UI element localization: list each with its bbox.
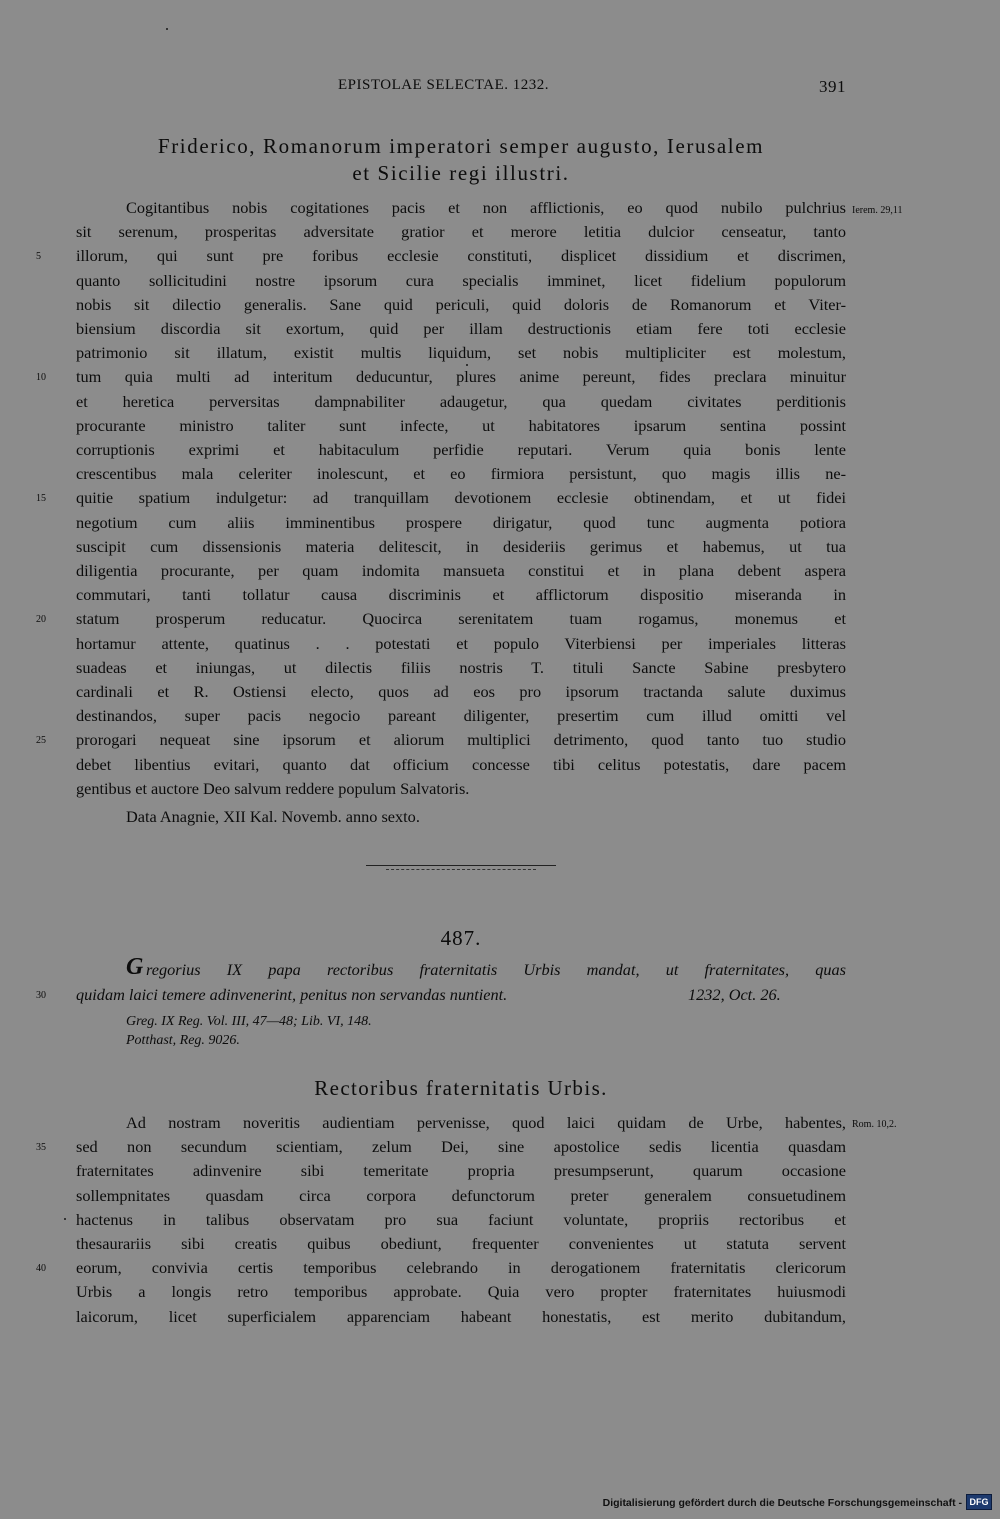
margin-reference: Ierem. 29,11: [852, 205, 903, 216]
text-line: patrimonio sit illatum, existit multis liquidum, set nobis multipliciter est molestum,: [76, 343, 846, 363]
text-line: fraternitates adinvenire sibi temeritate propria presumpserunt, quarum occasione: [76, 1161, 846, 1181]
text-line: eorum, convivia certis temporibus celebrando in derogationem fraternitatis clericorum: [76, 1258, 846, 1278]
regest-date: 1232, Oct. 26.: [688, 985, 781, 1004]
running-head: [76, 77, 846, 99]
text-line: suadeas et iniungas, ut dilectis filiis nostris T. tituli Sancte Sabine presbytero: [76, 657, 846, 677]
letter-date: Data Anagnie, XII Kal. Novemb. anno sexto.: [126, 807, 420, 826]
line-number: 40: [36, 1263, 46, 1274]
text-line: thesaurariis sibi creatis quibus obediunt, frequenter convenientes ut statuta servent: [76, 1234, 846, 1253]
letter-addressee-line-1: Friderico, Romanorum imperatori semper augusto, Ierusalem: [157, 134, 765, 158]
line-number: 5: [36, 251, 41, 262]
letter-addressee-line-2: et Sicilie regi illustri.: [352, 161, 570, 185]
section-separator: [366, 865, 556, 866]
regest-text-1: regorius IX papa rectoribus fraternitatis Urbis mandat, ut fraternitates, quas: [146, 960, 846, 979]
line-number: 10: [36, 372, 46, 383]
text-line: suscipit cum dissensionis materia delitescit, in desideriis gerimus et habemus, ut tua: [76, 536, 846, 556]
text-line: sed non secundum scientiam, zelum Dei, sine apostolice sedis licentia quasdam: [76, 1137, 846, 1157]
line-number: 15: [36, 493, 46, 504]
text-line: Ad nostram noveritis audientiam pervenisse, quod laici quidam de Urbe, habentes,: [126, 1113, 846, 1132]
text-line: prorogari nequeat sine ipsorum et aliorum multiplici detrimento, quod tanto tuo studio: [76, 730, 846, 750]
regest-line-2: [76, 985, 846, 1011]
text-line: Cogitantibus nobis cogitationes pacis et non afflictionis, eo quod nubilo pulchrius: [126, 198, 846, 217]
scan-speck: [166, 28, 168, 30]
source-citation: Greg. IX Reg. Vol. III, 47—48; Lib. VI, 148.: [126, 1014, 372, 1029]
text-line: procurante ministro taliter sunt infecte, ut habitatores ipsarum sentina possint: [76, 415, 846, 435]
page-number: 391: [819, 77, 846, 96]
section-separator-dash: [386, 869, 536, 870]
regest-text-2: quidam laici temere adinvenerint, penitus non servandas nuntient.: [76, 985, 508, 1004]
text-line: gentibus et auctore Deo salvum reddere populum Salvatoris.: [76, 778, 470, 798]
text-line: hactenus in talibus observatam pro sua faciunt voluntate, propriis rectoribus et: [76, 1209, 846, 1229]
regest-line-1: [76, 954, 846, 986]
text-line: Urbis a longis retro temporibus approbate. Quia vero propter fraternitates huiusmodi: [76, 1282, 846, 1302]
text-line: et heretica perversitas dampnabiliter adaugetur, qua quedam civitates perditionis: [76, 391, 846, 411]
text-line: destinandos, super pacis negocio pareant diligenter, presertim cum illud omitti vel: [76, 706, 846, 726]
dfg-logo: DFG: [966, 1494, 992, 1510]
line-number: 30: [36, 990, 46, 1001]
scan-speck: [466, 364, 468, 366]
text-line: corruptionis exprimi et habitaculum perfidie reputari. Verum quia bonis lente: [76, 440, 846, 459]
text-line: negotium cum aliis imminentibus prospere dirigatur, quod tunc augmenta potiora: [76, 512, 846, 532]
margin-reference: Rom. 10,2.: [852, 1119, 897, 1130]
source-citation: Potthast, Reg. 9026.: [126, 1033, 240, 1048]
text-line: biensium discordia sit exortum, quid per illam destructionis etiam fere toti ecclesie: [76, 319, 846, 338]
text-line: debet libentius evitari, quanto dat officium concesse tibi celitus potestatis, dare pacem: [76, 754, 846, 774]
text-line: sit serenum, prosperitas adversitate gratior et merore letitia dulcior censeatur, tanto: [76, 222, 846, 242]
running-head-title: EPISTOLAE SELECTAE. 1232.: [338, 77, 550, 93]
text-line: statum prosperum reducatur. Quocirca serenitatem tuam rogamus, monemus et: [76, 609, 846, 629]
text-line: illorum, qui sunt pre foribus ecclesie constituti, displicet dissidium et discrimen,: [76, 246, 846, 266]
text-line: diligentia procurante, per quam indomita mansueta constitui et in plana debent aspera: [76, 561, 846, 580]
scan-speck: [64, 1218, 66, 1220]
text-line: hortamur attente, quatinus . . potestati et populo Viterbiensi per imperiales litteras: [76, 633, 846, 653]
text-line: commutari, tanti tollatur causa discriminis et afflictorum dispositio miseranda in: [76, 585, 846, 605]
text-line: nobis sit dilectio generalis. Sane quid periculi, quid doloris de Romanorum et Viter-: [76, 294, 846, 314]
text-line: quitie spatium indulgetur: ad tranquillam devotionem ecclesie obtinendam, et ut fidei: [76, 488, 846, 508]
line-number: 35: [36, 1142, 46, 1153]
text-line: crescentibus mala celeriter inolescunt, et eo firmiora persistunt, quo magis illis ne-: [76, 464, 846, 484]
letter-rubric: Rectoribus fraternitatis Urbis.: [314, 1076, 608, 1100]
regest-initial: G: [126, 954, 144, 980]
text-line: tum quia multi ad interitum deducuntur, plures anime pereunt, fides preclara minuitur: [76, 367, 846, 387]
text-line: cardinali et R. Ostiensi electo, quos ad eos pro ipsorum tractanda salute duximus: [76, 682, 846, 701]
line-number: 20: [36, 614, 46, 625]
digitization-note: Digitalisierung gefördert durch die Deutsche Forschungsgemeinschaft -: [602, 1497, 962, 1509]
text-line: laicorum, licet superficialem apparenciam habeant honestatis, est merito dubitandum,: [76, 1306, 846, 1326]
line-number: 25: [36, 735, 46, 746]
document-number: 487.: [440, 926, 482, 950]
text-line: quanto sollicitudini nostre ipsorum cura specialis imminet, licet fidelium populorum: [76, 270, 846, 290]
text-line: sollempnitates quasdam circa corpora defunctorum preter generalem consuetudinem: [76, 1185, 846, 1205]
